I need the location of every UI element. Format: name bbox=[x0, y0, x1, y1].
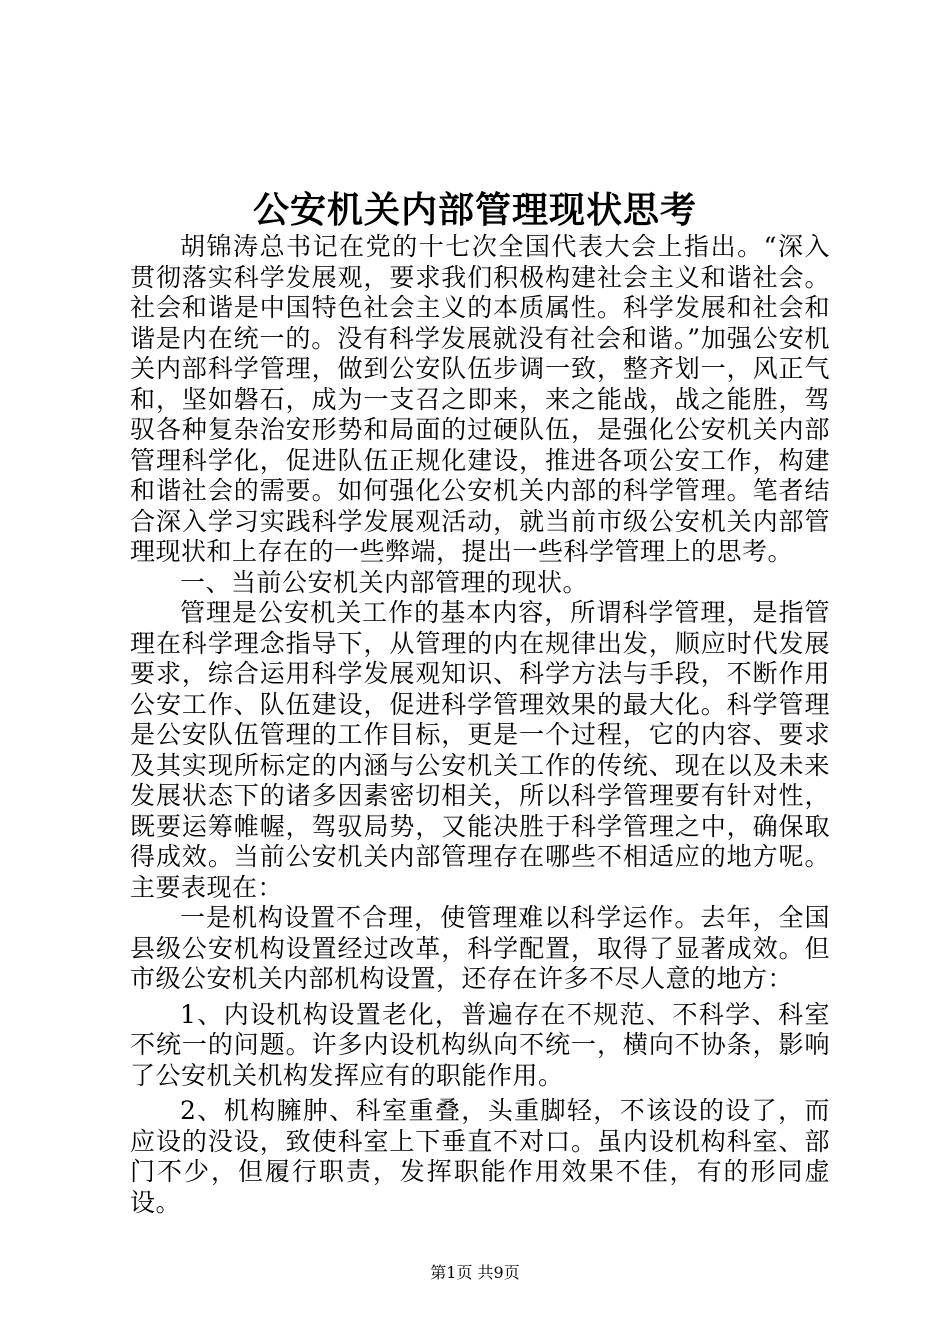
paragraph-item-1: 1、内设机构设置老化，普遍存在不规范、不科学、科室不统一的问题。许多内设机构纵向不统一，横向不协条，影响了公安机关机构发挥应有的职能作用。 bbox=[130, 999, 830, 1090]
paragraph-section-heading: 一、当前公安机关内部管理的现状。 bbox=[180, 567, 589, 597]
paragraph-point-one: 一是机构设置不合理，使管理难以科学运作。去年，全国县级公安机构设置经过改革，科学配置，取得了显著成效。但市级公安机关内部机构设置，还存在许多不尽人意的地方： bbox=[130, 903, 830, 993]
paragraph-item-2: 2、机构臃肿、科室重叠，头重脚轻，不该设的设了，而应设的没设，致使科室上下垂直不对口。虽内设机构科室、部门不少，但履行职责，发挥职能作用效果不佳，有的形同虚设。 bbox=[130, 1096, 830, 1217]
paragraph-intro: 胡锦涛总书记在党的十七次全国代表大会上指出。“深入贯彻落实科学发展观，要求我们积极构建社会主义和谐社会。社会和谐是中国特色社会主义的本质属性。科学发展和社会和谐是内在统一的。没有科学发展就没有社会和谐。”加强公安机关内部科学管理，做到公安队伍步调一致，整齐划一，风正气和，坚如磐石，成为一支召之即来，来之能战，战之能胜，驾驭各种复杂治安形势和局面的过硬队伍，是强化公安机关内部管理科学化，促进队伍正规化建设，推进各项公安工作，构建和谐社会的需要。如何强化公安机关内部的科学管理。笔者结合深入学习实践科学发展观活动，就当前市级公安机关内部管理现状和上存在的一些弊端，提出一些科学管理上的思考。 bbox=[130, 232, 830, 566]
paragraph-management-definition: 管理是公安机关工作的基本内容，所谓科学管理，是指管理在科学理念指导下，从管理的内在规律出发，顺应时代发展要求，综合运用科学发展观知识、科学方法与手段，不断作用公安工作、队伍建设，促进科学管理效果的最大化。科学管理是公安队伍管理的工作目标，更是一个过程，它的内容、要求及其实现所标定的内涵与公安机关工作的传统、现在以及未来发展状态下的诸多因素密切相关，所以科学管理要有针对性，既要运筹帷幄，驾驭局势，又能决胜于科学管理之中，确保取得成效。当前公安机关内部管理存在哪些不相适应的地方呢。主要表现在： bbox=[130, 598, 830, 902]
document-title: 公安机关内部管理现状思考 bbox=[252, 189, 697, 231]
document-body bbox=[130, 232, 830, 1218]
page-number-footer: 第1页 共9页 bbox=[430, 1263, 520, 1282]
